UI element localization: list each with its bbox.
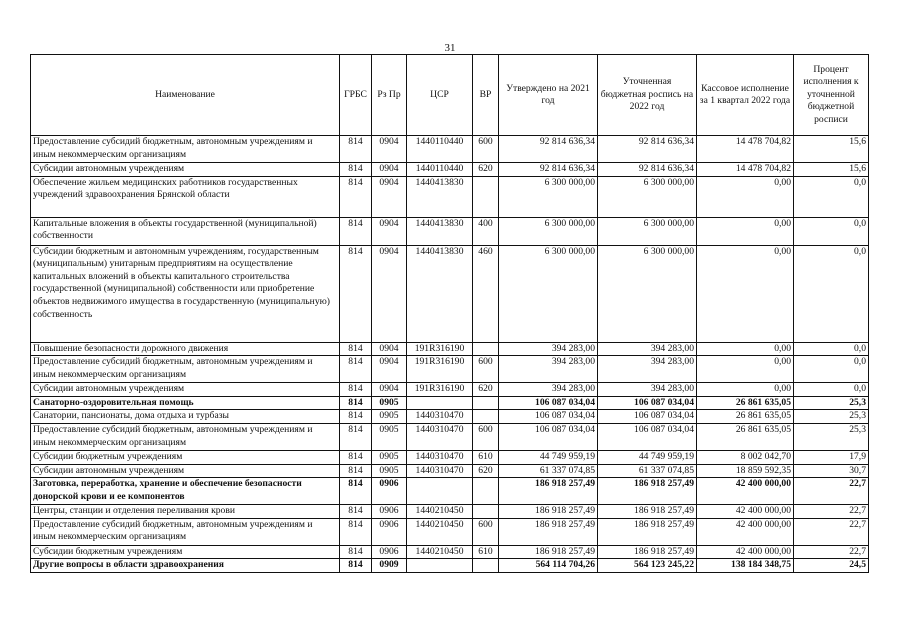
cell-approved: 106 087 034,04 xyxy=(499,423,598,450)
cell-name: Субсидии автономным учреждениям xyxy=(31,464,340,478)
cell-cash: 0,00 xyxy=(697,217,794,245)
cell-csr xyxy=(407,396,473,410)
cell-grbs: 814 xyxy=(340,410,372,424)
cell-approved: 394 283,00 xyxy=(499,342,598,356)
cell-rzpr: 0904 xyxy=(372,342,407,356)
cell-percent: 22,7 xyxy=(794,478,869,505)
header-approved: Утверждено на 2021 год xyxy=(499,55,598,136)
cell-rzpr: 0905 xyxy=(372,464,407,478)
table-row xyxy=(31,383,869,397)
cell-rzpr: 0904 xyxy=(372,176,407,217)
cell-cash: 26 861 635,05 xyxy=(697,410,794,424)
table-row xyxy=(31,423,869,450)
cell-csr: 191R316190 xyxy=(407,342,473,356)
cell-name: Субсидии бюджетным учреждениям xyxy=(31,545,340,559)
cell-csr: 1440110440 xyxy=(407,163,473,177)
header-row xyxy=(31,55,869,136)
table-row xyxy=(31,163,869,177)
cell-percent: 15,6 xyxy=(794,136,869,163)
table-row xyxy=(31,245,869,342)
table-row xyxy=(31,545,869,559)
cell-csr: 1440413830 xyxy=(407,176,473,217)
cell-rzpr: 0904 xyxy=(372,163,407,177)
cell-grbs: 814 xyxy=(340,217,372,245)
cell-csr: 1440210450 xyxy=(407,545,473,559)
cell-refined: 44 749 959,19 xyxy=(598,450,697,464)
cell-approved: 106 087 034,04 xyxy=(499,396,598,410)
table-row xyxy=(31,176,869,217)
cell-approved: 186 918 257,49 xyxy=(499,505,598,519)
cell-vr: 620 xyxy=(473,464,499,478)
cell-vr: 600 xyxy=(473,518,499,545)
cell-cash: 18 859 592,35 xyxy=(697,464,794,478)
cell-rzpr: 0906 xyxy=(372,518,407,545)
cell-name: Заготовка, переработка, хранение и обеспечение безопасности донорской крови и ее компонентов xyxy=(31,478,340,505)
cell-csr: 1440310470 xyxy=(407,450,473,464)
cell-grbs: 814 xyxy=(340,396,372,410)
cell-rzpr: 0904 xyxy=(372,245,407,342)
cell-rzpr: 0906 xyxy=(372,505,407,519)
cell-grbs: 814 xyxy=(340,505,372,519)
cell-grbs: 814 xyxy=(340,518,372,545)
cell-approved: 6 300 000,00 xyxy=(499,176,598,217)
cell-vr: 610 xyxy=(473,450,499,464)
cell-vr: 600 xyxy=(473,423,499,450)
cell-vr: 460 xyxy=(473,245,499,342)
cell-refined: 394 283,00 xyxy=(598,383,697,397)
cell-refined: 92 814 636,34 xyxy=(598,136,697,163)
cell-refined: 6 300 000,00 xyxy=(598,217,697,245)
cell-approved: 44 749 959,19 xyxy=(499,450,598,464)
cell-cash: 138 184 348,75 xyxy=(697,559,794,573)
table-row xyxy=(31,518,869,545)
cell-vr xyxy=(473,505,499,519)
budget-table xyxy=(30,54,869,573)
cell-name: Субсидии бюджетным и автономным учреждениям, государственным (муниципальным) унитарным предприятиям на осуществление капитальных вложений в объекты капитального строительства государственной (муниципальной) собственности или приобретение объектов недвижимого имущества в государственную (муниципальную) собственность xyxy=(31,245,340,342)
cell-name: Предоставление субсидий бюджетным, автономным учреждениям и иным некоммерческим организациям xyxy=(31,356,340,383)
table-row xyxy=(31,559,869,573)
cell-cash: 0,00 xyxy=(697,383,794,397)
cell-approved: 6 300 000,00 xyxy=(499,217,598,245)
cell-percent: 15,6 xyxy=(794,163,869,177)
page-number: 31 xyxy=(444,42,456,54)
cell-csr: 1440310470 xyxy=(407,464,473,478)
cell-percent: 0,0 xyxy=(794,176,869,217)
cell-refined: 394 283,00 xyxy=(598,356,697,383)
header-cash: Кассовое исполнение за 1 квартал 2022 года xyxy=(697,55,794,136)
cell-rzpr: 0904 xyxy=(372,383,407,397)
cell-rzpr: 0906 xyxy=(372,545,407,559)
cell-name: Предоставление субсидий бюджетным, автономным учреждениям и иным некоммерческим организациям xyxy=(31,136,340,163)
cell-rzpr: 0909 xyxy=(372,559,407,573)
table-row xyxy=(31,356,869,383)
cell-percent: 25,3 xyxy=(794,410,869,424)
cell-cash: 26 861 635,05 xyxy=(697,423,794,450)
cell-vr: 600 xyxy=(473,136,499,163)
cell-percent: 17,9 xyxy=(794,450,869,464)
cell-percent: 0,0 xyxy=(794,245,869,342)
cell-grbs: 814 xyxy=(340,176,372,217)
cell-refined: 394 283,00 xyxy=(598,342,697,356)
cell-name: Санатории, пансионаты, дома отдыха и турбазы xyxy=(31,410,340,424)
cell-vr xyxy=(473,559,499,573)
cell-name: Субсидии бюджетным учреждениям xyxy=(31,450,340,464)
cell-grbs: 814 xyxy=(340,383,372,397)
table-row xyxy=(31,478,869,505)
cell-refined: 564 123 245,22 xyxy=(598,559,697,573)
table-row xyxy=(31,396,869,410)
cell-percent: 22,7 xyxy=(794,505,869,519)
cell-percent: 0,0 xyxy=(794,342,869,356)
cell-refined: 186 918 257,49 xyxy=(598,478,697,505)
table-row xyxy=(31,342,869,356)
cell-rzpr: 0905 xyxy=(372,410,407,424)
cell-approved: 61 337 074,85 xyxy=(499,464,598,478)
cell-name: Капитальные вложения в объекты государственной (муниципальной) собственности xyxy=(31,217,340,245)
cell-approved: 6 300 000,00 xyxy=(499,245,598,342)
cell-vr xyxy=(473,478,499,505)
cell-cash: 42 400 000,00 xyxy=(697,478,794,505)
cell-approved: 564 114 704,26 xyxy=(499,559,598,573)
header-percent: Процент исполнения к уточненной бюджетной росписи xyxy=(794,55,869,136)
table-row xyxy=(31,464,869,478)
cell-grbs: 814 xyxy=(340,545,372,559)
cell-grbs: 814 xyxy=(340,356,372,383)
cell-approved: 394 283,00 xyxy=(499,383,598,397)
cell-grbs: 814 xyxy=(340,559,372,573)
cell-csr: 1440210450 xyxy=(407,505,473,519)
cell-csr: 1440310470 xyxy=(407,410,473,424)
cell-cash: 42 400 000,00 xyxy=(697,545,794,559)
cell-csr: 1440413830 xyxy=(407,217,473,245)
header-name: Наименование xyxy=(31,55,340,136)
cell-percent: 24,5 xyxy=(794,559,869,573)
cell-rzpr: 0905 xyxy=(372,396,407,410)
cell-csr: 1440210450 xyxy=(407,518,473,545)
cell-cash: 42 400 000,00 xyxy=(697,505,794,519)
cell-approved: 394 283,00 xyxy=(499,356,598,383)
cell-refined: 186 918 257,49 xyxy=(598,518,697,545)
cell-name: Повышение безопасности дорожного движения xyxy=(31,342,340,356)
cell-cash: 0,00 xyxy=(697,356,794,383)
cell-refined: 106 087 034,04 xyxy=(598,410,697,424)
cell-name: Другие вопросы в области здравоохранения xyxy=(31,559,340,573)
cell-grbs: 814 xyxy=(340,342,372,356)
table-body xyxy=(31,136,869,573)
cell-refined: 61 337 074,85 xyxy=(598,464,697,478)
cell-csr: 1440310470 xyxy=(407,423,473,450)
cell-cash: 8 002 042,70 xyxy=(697,450,794,464)
cell-vr xyxy=(473,410,499,424)
cell-name: Центры, станции и отделения переливания крови xyxy=(31,505,340,519)
cell-cash: 0,00 xyxy=(697,342,794,356)
cell-name: Субсидии автономным учреждениям xyxy=(31,383,340,397)
cell-vr: 400 xyxy=(473,217,499,245)
cell-cash: 0,00 xyxy=(697,176,794,217)
table-row xyxy=(31,450,869,464)
cell-name: Обеспечение жильем медицинских работников государственных учреждений здравоохранения Брянской области xyxy=(31,176,340,217)
cell-vr: 620 xyxy=(473,163,499,177)
header-csr: ЦСР xyxy=(407,55,473,136)
cell-cash: 0,00 xyxy=(697,245,794,342)
cell-name: Субсидии автономным учреждениям xyxy=(31,163,340,177)
header-vr: ВР xyxy=(473,55,499,136)
cell-grbs: 814 xyxy=(340,450,372,464)
cell-refined: 6 300 000,00 xyxy=(598,245,697,342)
cell-name: Предоставление субсидий бюджетным, автономным учреждениям и иным некоммерческим организациям xyxy=(31,518,340,545)
cell-refined: 6 300 000,00 xyxy=(598,176,697,217)
header-rzpr: Рз Пр xyxy=(372,55,407,136)
cell-percent: 22,7 xyxy=(794,518,869,545)
cell-vr: 610 xyxy=(473,545,499,559)
cell-percent: 0,0 xyxy=(794,217,869,245)
cell-grbs: 814 xyxy=(340,245,372,342)
cell-rzpr: 0904 xyxy=(372,136,407,163)
cell-csr xyxy=(407,559,473,573)
cell-approved: 106 087 034,04 xyxy=(499,410,598,424)
cell-rzpr: 0906 xyxy=(372,478,407,505)
header-grbs: ГРБС xyxy=(340,55,372,136)
cell-percent: 0,0 xyxy=(794,356,869,383)
cell-approved: 186 918 257,49 xyxy=(499,478,598,505)
cell-percent: 30,7 xyxy=(794,464,869,478)
cell-csr: 1440413830 xyxy=(407,245,473,342)
cell-approved: 186 918 257,49 xyxy=(499,518,598,545)
cell-cash: 26 861 635,05 xyxy=(697,396,794,410)
cell-vr xyxy=(473,396,499,410)
cell-cash: 14 478 704,82 xyxy=(697,136,794,163)
cell-approved: 92 814 636,34 xyxy=(499,163,598,177)
table-row xyxy=(31,217,869,245)
table-row xyxy=(31,136,869,163)
table-row xyxy=(31,505,869,519)
cell-cash: 42 400 000,00 xyxy=(697,518,794,545)
cell-vr xyxy=(473,176,499,217)
cell-refined: 92 814 636,34 xyxy=(598,163,697,177)
header-refined: Уточненная бюджетная роспись на 2022 год xyxy=(598,55,697,136)
cell-rzpr: 0904 xyxy=(372,356,407,383)
cell-csr: 1440110440 xyxy=(407,136,473,163)
cell-refined: 186 918 257,49 xyxy=(598,505,697,519)
cell-percent: 0,0 xyxy=(794,383,869,397)
cell-grbs: 814 xyxy=(340,136,372,163)
cell-grbs: 814 xyxy=(340,464,372,478)
cell-cash: 14 478 704,82 xyxy=(697,163,794,177)
cell-vr xyxy=(473,342,499,356)
cell-vr: 620 xyxy=(473,383,499,397)
cell-vr: 600 xyxy=(473,356,499,383)
cell-refined: 106 087 034,04 xyxy=(598,396,697,410)
cell-percent: 25,3 xyxy=(794,396,869,410)
cell-csr: 191R316190 xyxy=(407,356,473,383)
cell-rzpr: 0905 xyxy=(372,450,407,464)
cell-approved: 92 814 636,34 xyxy=(499,136,598,163)
cell-name: Предоставление субсидий бюджетным, автономным учреждениям и иным некоммерческим организациям xyxy=(31,423,340,450)
table-row xyxy=(31,410,869,424)
cell-approved: 186 918 257,49 xyxy=(499,545,598,559)
cell-grbs: 814 xyxy=(340,478,372,505)
cell-rzpr: 0904 xyxy=(372,217,407,245)
cell-name: Санаторно-оздоровительная помощь xyxy=(31,396,340,410)
cell-grbs: 814 xyxy=(340,423,372,450)
cell-rzpr: 0905 xyxy=(372,423,407,450)
cell-csr xyxy=(407,478,473,505)
cell-refined: 186 918 257,49 xyxy=(598,545,697,559)
cell-refined: 106 087 034,04 xyxy=(598,423,697,450)
cell-csr: 191R316190 xyxy=(407,383,473,397)
cell-percent: 25,3 xyxy=(794,423,869,450)
cell-percent: 22,7 xyxy=(794,545,869,559)
cell-grbs: 814 xyxy=(340,163,372,177)
